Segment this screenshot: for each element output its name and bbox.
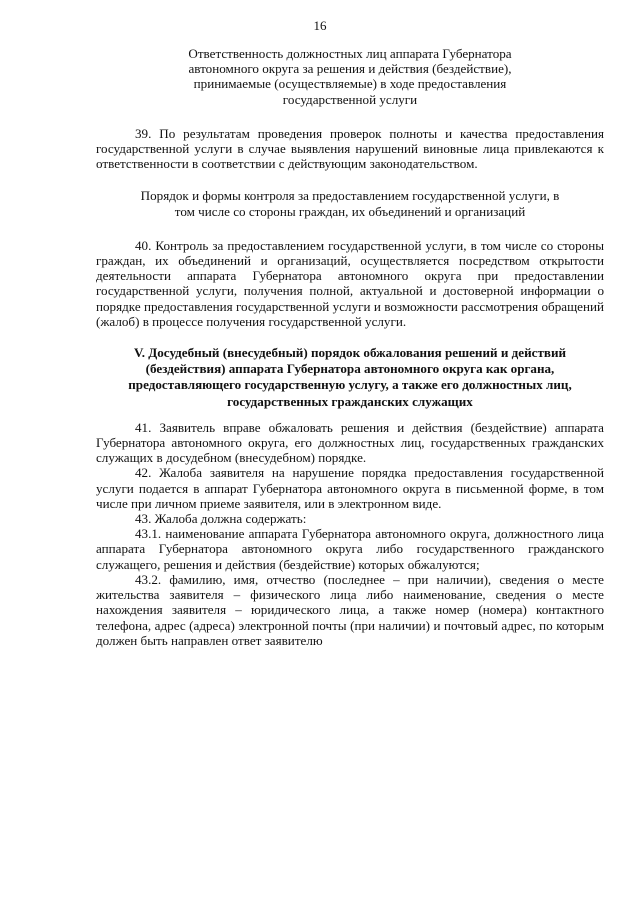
page-number: 16	[313, 18, 327, 33]
heading-responsibility: Ответственность должностных лиц аппарата Губернатора автономного округа за решения и действия (бездействие), принимаемые (осуществляемые) в ходе предоставления государственной услуги	[188, 46, 512, 107]
heading-control: Порядок и формы контроля за предоставлением государственной услуги, в том числе со стороны граждан, их объединений и организаций	[140, 188, 560, 219]
paragraph-41: 41. Заявитель вправе обжаловать решения и действия (бездействие) аппарата Губернатора автономного округа, его должностных лиц, государственных гражданских служащих в досудебном (внесудебном) порядке.	[96, 419, 604, 466]
page-content	[96, 46, 604, 648]
paragraph-39: 39. По результатам проведения проверок полноты и качества предоставления государственной услуги в случае выявления нарушений виновные лица привлекаются к ответственности в соответствии с действующим законодательством.	[96, 125, 604, 172]
paragraph-43: 43. Жалоба должна содержать:	[135, 511, 307, 527]
paragraph-40: 40. Контроль за предоставлением государственной услуги, в том числе со стороны граждан, их объединений и организаций, осуществляется посредством открытости деятельности аппарата Губернатора автономного округа при предоставлении государственной услуги, получения полной, актуальной и достоверной информации о порядке предоставления государственной услуги и возможности рассмотрения обращений (жалоб) в процессе получения государственной услуги.	[96, 237, 604, 329]
heading-section-v: V. Досудебный (внесудебный) порядок обжалования решений и действий (бездействия) аппарата Губернатора автономного округа как органа, предоставляющего государственную услугу, а также его должностных лиц, государственных гражданских служащих	[128, 345, 572, 409]
paragraph-43-2: 43.2. фамилию, имя, отчество (последнее – при наличии), сведения о месте жительства заявителя – физического лица либо наименование, сведения о месте нахождения заявителя – юридического лица, а также номер (номера) контактного телефона, адрес (адреса) электронной почты (при наличии) и почтовый адрес, по которым должен быть направлен ответ заявителю	[96, 571, 604, 648]
paragraph-42: 42. Жалоба заявителя на нарушение порядка предоставления государственной услуги подается в аппарат Губернатора автономного округа в письменной форме, в том числе при личном приеме заявителя, или в электронном виде.	[96, 465, 604, 511]
paragraph-43-1: 43.1. наименование аппарата Губернатора автономного округа, должностного лица аппарата Губернатора автономного округа либо государственного гражданского служащего, решения и действия (бездействие) которых обжалуются;	[96, 526, 604, 572]
